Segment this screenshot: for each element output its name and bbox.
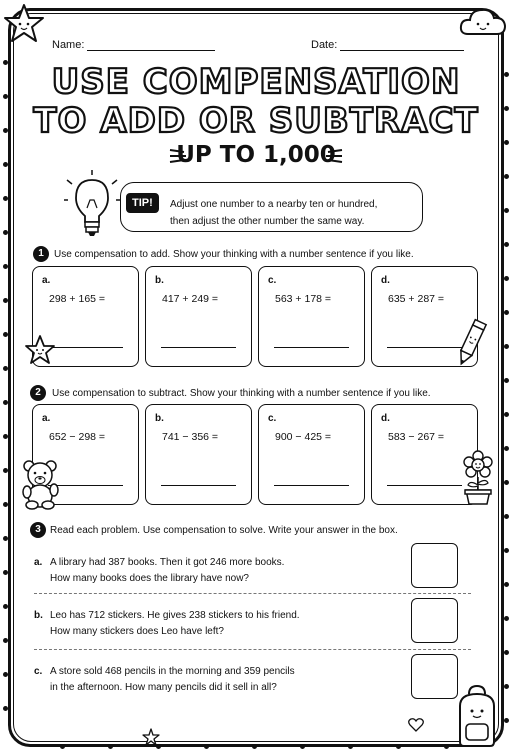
problem-text: 741 − 356 =	[162, 431, 219, 443]
problem-text: 652 − 298 =	[49, 431, 106, 443]
section-3-instruction: Read each problem. Use compensation to solve. Write your answer in the box.	[50, 525, 398, 536]
border-dot	[3, 230, 8, 235]
border-dot	[3, 706, 8, 711]
word-problem-c-label: c.	[34, 666, 43, 677]
border-dot	[300, 744, 305, 749]
sparkle-right-icon	[322, 146, 344, 166]
answer-line[interactable]	[48, 347, 123, 348]
border-dot	[3, 434, 8, 439]
border-dot	[504, 412, 509, 417]
add-problem-c[interactable]	[258, 266, 365, 367]
word-problem-line: How many books does the library have now?	[50, 573, 249, 584]
answer-line[interactable]	[161, 485, 236, 486]
answer-line[interactable]	[387, 347, 462, 348]
border-dot	[504, 582, 509, 587]
section-3-number: 3	[30, 522, 46, 538]
backpack-icon	[452, 684, 502, 748]
border-dot	[504, 548, 509, 553]
subtract-problem-c[interactable]	[258, 404, 365, 505]
section-2-number: 2	[30, 385, 46, 401]
pencil-icon	[452, 318, 490, 368]
tip-line-1: Adjust one number to a nearby ten or hundred,	[170, 199, 378, 210]
border-dot	[504, 276, 509, 281]
border-dot	[504, 344, 509, 349]
heart-icon	[408, 718, 424, 732]
add-problem-b[interactable]	[145, 266, 252, 367]
divider	[34, 649, 471, 650]
answer-box-c[interactable]	[411, 654, 458, 699]
section-1-number: 1	[33, 246, 49, 262]
answer-box-b[interactable]	[411, 598, 458, 643]
star-icon	[142, 728, 160, 746]
answer-line[interactable]	[161, 347, 236, 348]
answer-line[interactable]	[274, 485, 349, 486]
border-dot	[3, 536, 8, 541]
border-dot	[504, 174, 509, 179]
border-dot	[444, 744, 449, 749]
border-dot	[3, 196, 8, 201]
border-dot	[3, 672, 8, 677]
border-dot	[348, 744, 353, 749]
border-dot	[504, 208, 509, 213]
star-icon	[24, 334, 56, 366]
problem-label: b.	[155, 413, 164, 424]
problem-label: c.	[268, 413, 277, 424]
border-dot	[504, 684, 509, 689]
word-problem-line: Leo has 712 stickers. He gives 238 stickers to his friend.	[50, 610, 300, 621]
border-dot	[3, 570, 8, 575]
border-dot	[108, 744, 113, 749]
answer-line[interactable]	[387, 485, 462, 486]
word-problem-line: How many stickers does Leo have left?	[50, 626, 224, 637]
border-dot	[3, 604, 8, 609]
date-line[interactable]	[340, 38, 464, 51]
problem-text: 635 + 287 =	[388, 293, 445, 305]
section-1-instruction: Use compensation to add. Show your thinking with a number sentence if you like.	[54, 249, 414, 260]
border-dot	[504, 480, 509, 485]
border-dot	[3, 502, 8, 507]
problem-label: b.	[155, 275, 164, 286]
problem-text: 417 + 249 =	[162, 293, 219, 305]
border-dot	[504, 378, 509, 383]
border-dot	[252, 744, 257, 749]
border-dot	[504, 242, 509, 247]
subtract-problem-b[interactable]	[145, 404, 252, 505]
section-2-instruction: Use compensation to subtract. Show your thinking with a number sentence if you like.	[52, 388, 431, 399]
border-dot	[3, 298, 8, 303]
problem-text: 563 + 178 =	[275, 293, 332, 305]
title-line-1: USE COMPENSATION	[51, 62, 461, 102]
problem-label: d.	[381, 413, 390, 424]
divider	[34, 593, 471, 594]
star-icon	[2, 2, 46, 46]
word-problem-a	[50, 555, 400, 587]
answer-line[interactable]	[274, 347, 349, 348]
teddy-bear-icon	[18, 458, 64, 510]
problem-text: 900 − 425 =	[275, 431, 332, 443]
border-dot	[204, 744, 209, 749]
name-label: Name:	[52, 39, 85, 51]
flower-pot-icon	[458, 450, 498, 506]
problem-label: a.	[42, 413, 51, 424]
word-problem-a-label: a.	[34, 557, 43, 568]
problem-label: a.	[42, 275, 51, 286]
problem-text: 583 − 267 =	[388, 431, 445, 443]
border-dot	[3, 638, 8, 643]
word-problem-c	[50, 664, 400, 696]
title-line-2: TO ADD OR SUBTRACT	[33, 101, 479, 141]
border-dot	[3, 400, 8, 405]
tip-line-2: then adjust the other number the same way.	[170, 216, 365, 227]
lightbulb-icon	[64, 170, 120, 242]
subtitle: UP TO 1,000	[176, 142, 336, 168]
tip-label: TIP!	[126, 193, 159, 213]
border-dot	[3, 468, 8, 473]
border-dot	[504, 718, 509, 723]
border-dot	[396, 744, 401, 749]
problem-text: 298 + 165 =	[49, 293, 106, 305]
border-dot	[504, 310, 509, 315]
border-dot	[3, 264, 8, 269]
answer-box-a[interactable]	[411, 543, 458, 588]
problem-label: d.	[381, 275, 390, 286]
border-dot	[60, 744, 65, 749]
word-problem-line: A library had 387 books. Then it got 246 more books.	[50, 557, 285, 568]
word-problem-line: in the afternoon. How many pencils did it sell in all?	[50, 682, 277, 693]
border-dot	[504, 616, 509, 621]
border-dot	[3, 366, 8, 371]
word-problem-b	[50, 608, 400, 640]
border-dot	[504, 514, 509, 519]
date-label: Date:	[311, 39, 338, 51]
name-line[interactable]	[87, 38, 215, 51]
tip-text	[170, 196, 410, 230]
border-dot	[3, 332, 8, 337]
border-dot	[504, 446, 509, 451]
word-problem-b-label: b.	[34, 610, 43, 621]
cloud-icon	[458, 4, 508, 40]
problem-label: c.	[268, 275, 277, 286]
word-problem-line: A store sold 468 pencils in the morning and 359 pencils	[50, 666, 295, 677]
border-dot	[504, 650, 509, 655]
